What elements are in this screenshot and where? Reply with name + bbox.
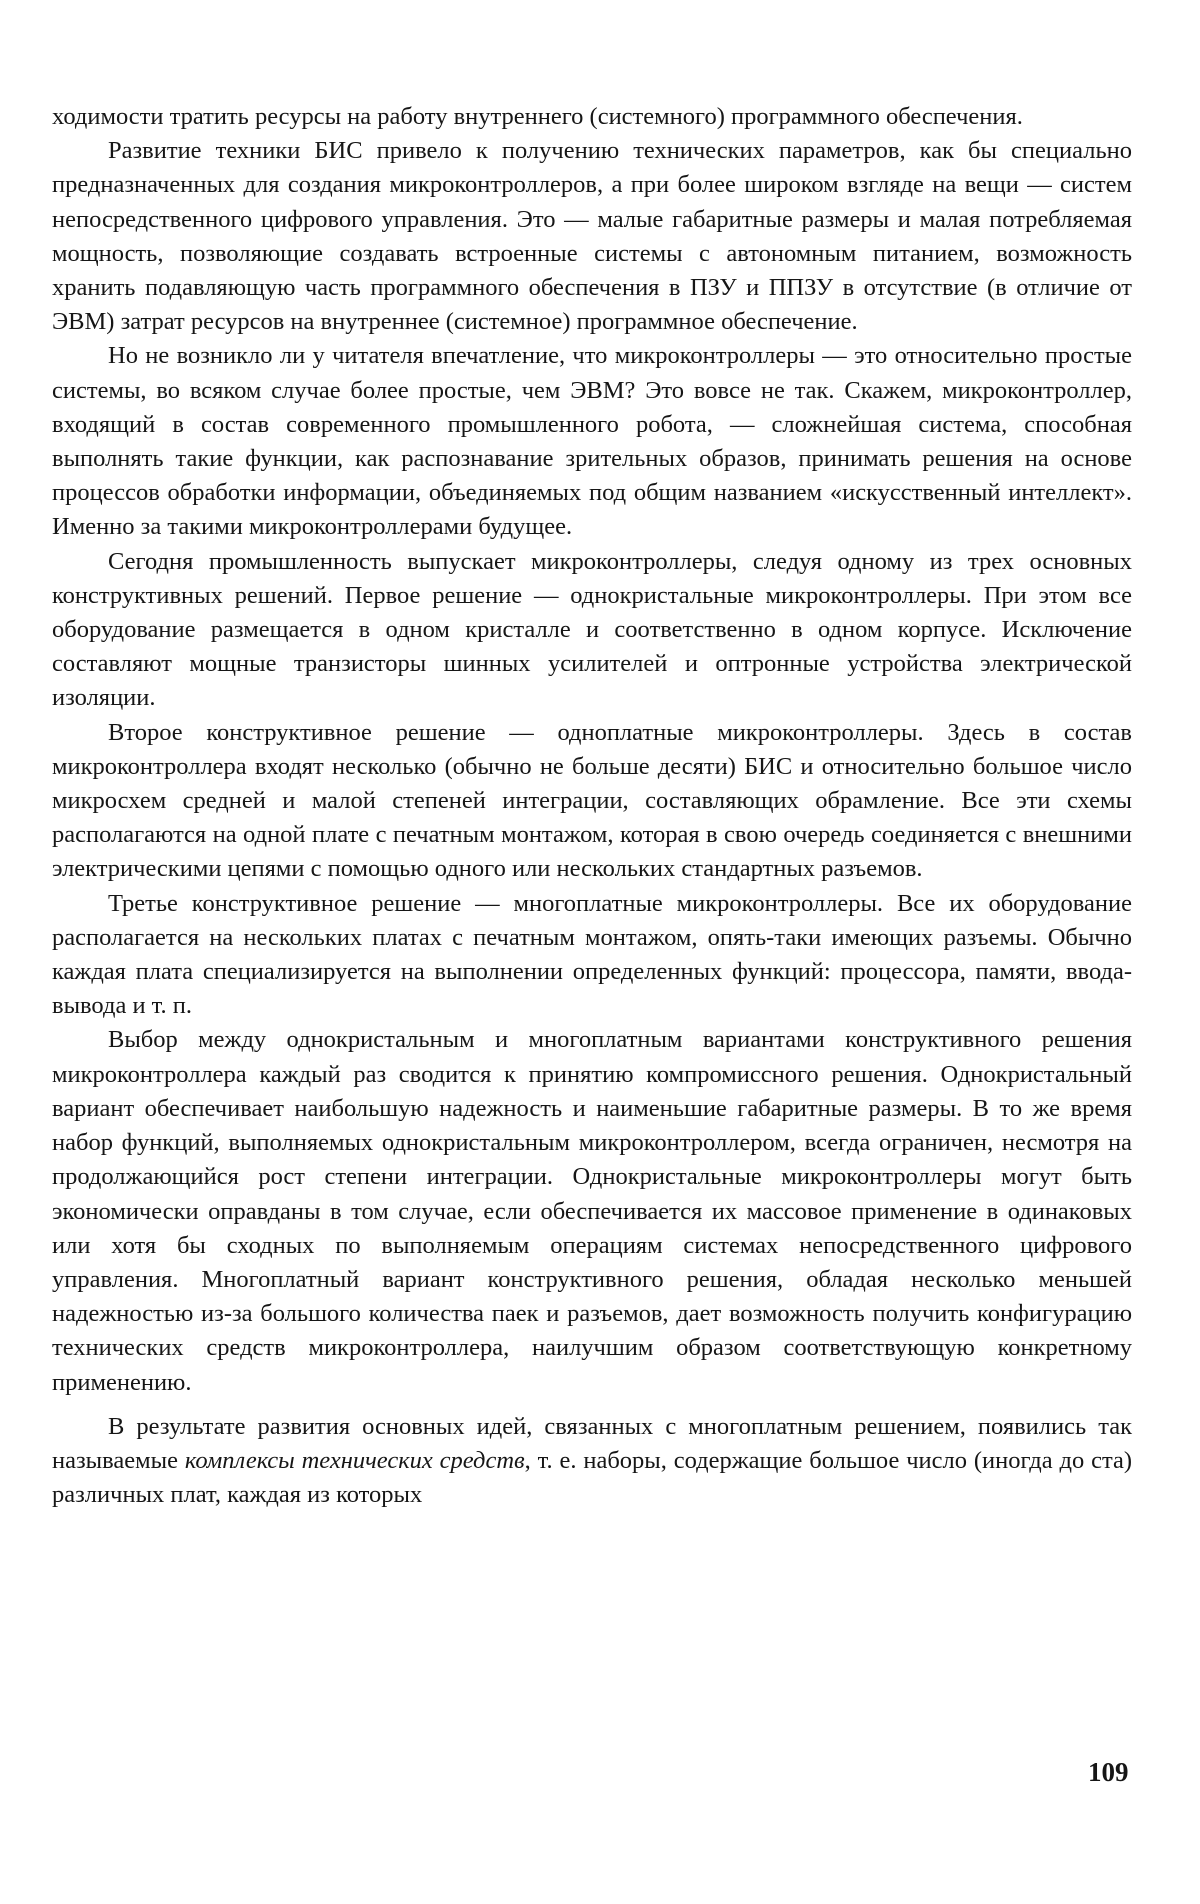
paragraph-8 — [52, 1410, 1132, 1513]
page-body — [52, 100, 1132, 1512]
paragraph-2: Развитие техники БИС привело к получению технических параметров, как бы специально предназначенных для создания микроконтроллеров, а при более широком взгляде на вещи — систем непосредственного цифрового управления. Это — малые габаритные размеры и малая потребляемая мощность, позволяющие создавать встроенные системы с автономным питанием, возможность хранить подавляющую часть программного обеспечения в ПЗУ и ППЗУ в отсутствие (в отличие от ЭВМ) затрат ресурсов на внутреннее (системное) программное обеспечение. — [52, 137, 1132, 336]
paragraph-7: Выбор между однокристальным и многоплатным вариантами конструктивного решения микроконтроллера каждый раз сводится к принятию компромиссного решения. Однокристальный вариант обеспечивает наибольшую надежность и наименьшие габаритные размеры. В то же время набор функций, выполняемых однокристальным микроконтроллером, всегда ограничен, несмотря на продолжающийся рост степени интеграции. Однокристальные микроконтроллеры могут быть экономически оправданы в том случае, если обеспечивается их массовое применение в одинаковых или хотя бы сходных по выполняемым операциям системах непосредственного цифрового управления. Многоплатный вариант конструктивного решения, обладая несколько меньшей надежностью из-за большого количества паек и разъемов, дает возможность получить конфигурацию технических средств микроконтроллера, наилучшим образом соответствующую конкретному применению. — [52, 1026, 1132, 1396]
paragraph-8-emphasis: комплексы технических средств — [184, 1446, 525, 1474]
paragraph-1: ходимости тратить ресурсы на работу внутреннего (системного) программного обеспечения. — [52, 103, 1023, 130]
page-number: 109 — [1088, 1757, 1129, 1787]
paragraph-5: Второе конструктивное решение — одноплатные микроконтроллеры. Здесь в состав микроконтроллера входят несколько (обычно не больше десяти) БИС и относительно большое число микросхем средней и малой степеней интеграции, составляющих обрамление. Все эти схемы располагаются на одной плате с печатным монтажом, которая в свою очередь соединяется с внешними электрическими цепями с помощью одного или нескольких стандартных разъемов. — [52, 718, 1132, 883]
paragraph-6: Третье конструктивное решение — многоплатные микроконтроллеры. Все их оборудование располагается на нескольких платах с печатным монтажом, опять-таки имеющих разъемы. Обычно каждая плата специализируется на выполнении определенных функций: процессора, памяти, ввода-вывода и т. п. — [52, 889, 1132, 1020]
paragraph-4: Сегодня промышленность выпускает микроконтроллеры, следуя одному из трех основных конструктивных решений. Первое решение — однокристальные микроконтроллеры. При этом все оборудование размещается в одном кристалле и соответственно в одном корпусе. Исключение составляют мощные транзисторы шинных усилителей и оптронные устройства электрической изоляции. — [52, 547, 1132, 712]
paragraph-8-text-before: В результате развития основных идей, связанных с многоплатным решением, появились так называемые — [52, 1412, 1132, 1474]
paragraph-3: Но не возникло ли у читателя впечатление, что микроконтроллеры — это относительно простые системы, во всяком случае более простые, чем ЭВМ? Это вовсе не так. Скажем, микроконтроллер, входящий в состав современного промышленного робота, — сложнейшая система, способная выполнять такие функции, как распознавание зрительных образов, принимать решения на основе процессов обработки информации, объединяемых под общим названием «искусственный интеллект». Именно за такими микроконтроллерами будущее. — [52, 342, 1132, 541]
paragraph-8-text-after: , т. е. наборы, содержащие большое число (иногда до ста) различных плат, каждая из которых — [52, 1446, 1132, 1509]
